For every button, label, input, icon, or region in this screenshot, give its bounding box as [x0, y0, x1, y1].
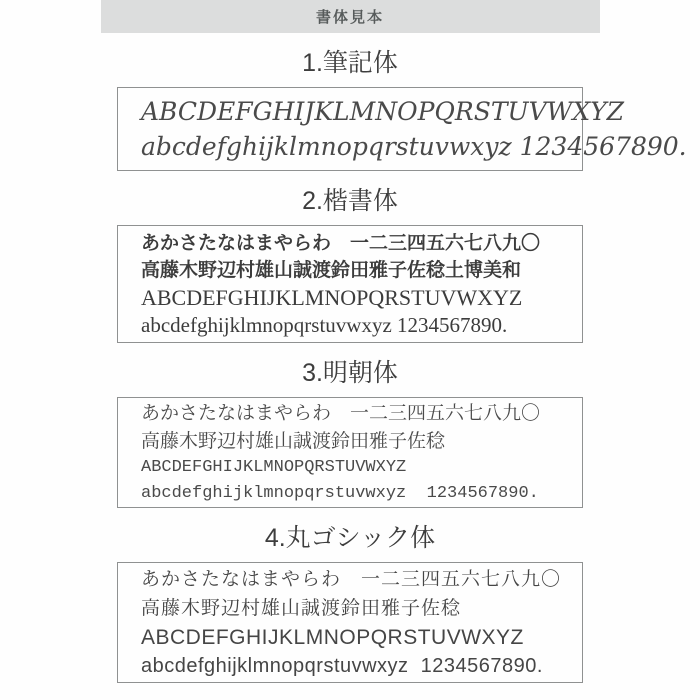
sample-box-mincho [117, 397, 583, 508]
sample-line-lowercase-numbers: abcdefghijklmnopqrstuvwxyz 1234567890. [141, 655, 543, 677]
sample-line-kanji: 高藤木野辺村雄山誠渡鈴田雅子佐稔 [141, 598, 462, 619]
page-title: 書体見本 [315, 9, 384, 26]
section-script [117, 48, 687, 171]
sample-line-kana-numerals: あかさたなはまやらわ 一二三四五六七八九〇 [141, 569, 562, 590]
sample-line-lowercase-numbers: abcdefghijklmnopqrstuvwxyz 1234567890. [141, 312, 508, 337]
sample-line-kana-numerals: あかさたなはまやらわ 一二三四五六七八九〇 [141, 401, 541, 424]
section-mincho [117, 358, 583, 508]
section-maru-gothic-heading: 4.丸ゴシック体 [264, 524, 436, 552]
section-mincho-heading: 3.明朝体 [302, 359, 398, 387]
sample-line-uppercase: ABCDEFGHIJKLMNOPQRSTUVWXYZ [141, 457, 407, 477]
sample-line-lowercase-numbers: abcdefghijklmnopqrstuvwxyz 1234567890. [141, 132, 687, 161]
sample-line-kana-numerals: あかさたなはまやらわ 一二三四五六七八九〇 [141, 231, 541, 254]
section-maru-gothic [117, 523, 583, 683]
section-kaisho-heading: 2.楷書体 [302, 187, 398, 215]
sample-line-uppercase: ABCDEFGHIJKLMNOPQRSTUVWXYZ [141, 626, 524, 649]
sample-line-uppercase: ABCDEFGHIJKLMNOPQRSTUVWXYZ [141, 284, 523, 310]
sample-line-lowercase-numbers: abcdefghijklmnopqrstuvwxyz 1234567890. [141, 483, 539, 503]
section-script-heading: 1.筆記体 [302, 49, 398, 77]
sample-line-kanji: 高藤木野辺村雄山誠渡鈴田雅子佐稔 [141, 429, 446, 452]
section-kaisho [117, 186, 583, 343]
sample-line-kanji: 高藤木野辺村雄山誠渡鈴田雅子佐稔土博美和 [141, 258, 522, 281]
sample-box-script [117, 87, 687, 171]
title-bar [101, 0, 600, 33]
sample-box-kaisho [117, 225, 583, 343]
sample-line-uppercase: ABCDEFGHIJKLMNOPQRSTUVWXYZ [141, 97, 625, 126]
sample-box-maru-gothic [117, 562, 583, 683]
